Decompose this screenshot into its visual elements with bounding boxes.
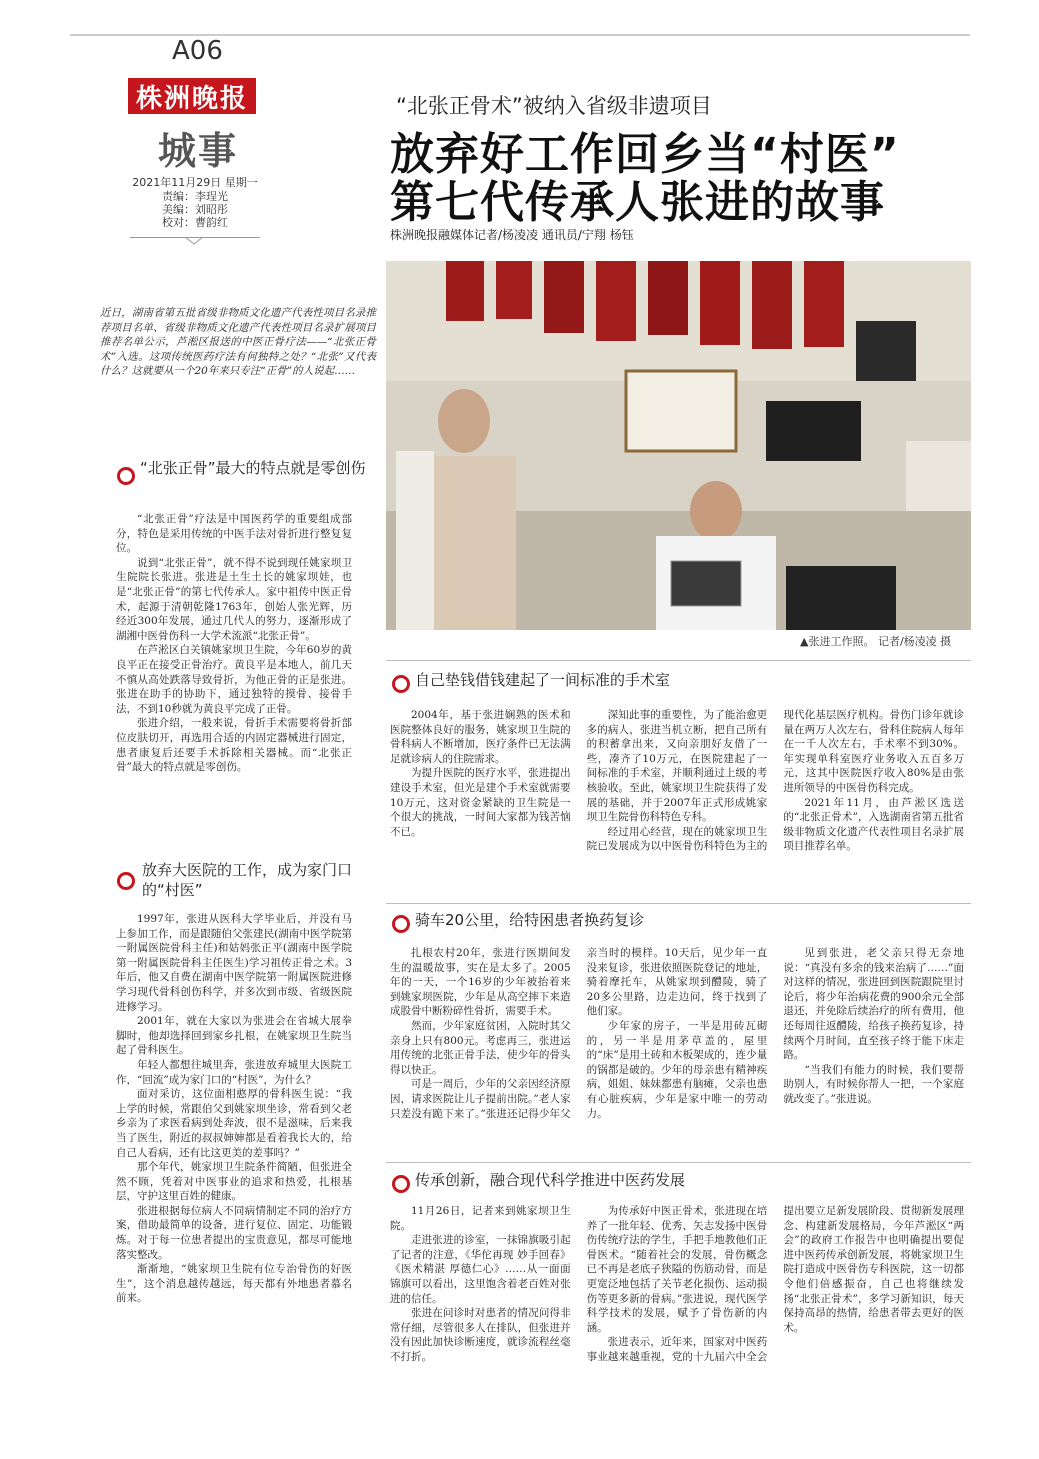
paragraph: 11月26日，记者来到姚家坝卫生院。 (390, 1205, 571, 1232)
section-rule (386, 660, 971, 661)
paragraph: 张进在问诊时对患者的情况问得非常仔细，尽管很多人在排队，但张进并没有因此加快诊断速度，就诊流程丝毫不打折。 (390, 1307, 571, 1363)
subhead-2: 放弃大医院的工作，成为家门口的“村医” (142, 861, 353, 899)
paragraph: 走进张进的诊室，一抹锦旗吸引起了记者的注意，《华佗再现 妙手回春》《医术精湛 厚德仁心》……从一面面锦旗可以看出，这里饱含着老百姓对张进的信任。 (390, 1234, 571, 1305)
subhead-1: “北张正骨”最大的特点就是零创伤 (140, 459, 366, 477)
issue-date: 2021年11月29日 星期一 (132, 176, 258, 189)
paragraph: 可是一周后，少年的父亲因经济原因，请求医院让儿子提前出院。”老人家只差没有跪下来了。”张进还记得少年父亲当时的模样。10天后，见少年一直没来复诊，张进依照医院登记的地址，骑着摩托车，从姚家坝到醴陵，骑了20多公里路，边走边问，终于找到了他们家。 (390, 947, 768, 1120)
paragraph: 张进介绍，一般来说，骨折手术需要将骨折部位皮肤切开，再选用合适的内固定器械进行固定，患者康复后还要手术拆除相关器械。而“北张正骨”最大的特点就是零创伤。 (116, 717, 352, 774)
newspaper-logo: 株洲晚报 (128, 78, 256, 114)
paragraph: 为传承好中医正骨术，张进现在培养了一批年轻、优秀、矢志发扬中医骨伤传统疗法的学生，手把手地教他们正骨医术。“随着社会的发展，骨伤概念已不再是老底子狭隘的伤筋动骨，而是更宽泛地包括了关节老化损伤、运动损伤等更多新的骨病。”张进说，现代医学科学技术的发展，赋予了骨伤新的内涵。 (586, 1205, 768, 1334)
chevron-down-icon (184, 236, 204, 246)
section-marker-icon (392, 675, 410, 693)
art-editor-credit: 美编：刘昭彤 (162, 203, 228, 216)
section-marker-icon (117, 467, 135, 485)
section-marker-icon (392, 915, 410, 933)
section-5-body (390, 1204, 964, 1404)
paragraph: “当我们有能力的时候，我们要帮助别人，有时候你帮人一把，一个家庭就改变了。”张进说。 (783, 1063, 964, 1105)
paragraph: 年轻人都想往城里奔，张进放弃城里大医院工作，“回流”成为家门口的“村医”，为什么？ (116, 1058, 352, 1086)
section-title: 城事 (158, 129, 239, 173)
article-photo (386, 261, 971, 630)
editor-credit: 责编：李珵光 (162, 190, 228, 203)
article-lead: 近日，湖南省第五批省级非物质文化遗产代表性项目名录推荐项目名单、省级非物质文化遗产代表性项目名录扩展项目推荐名单公示，芦淞区报送的中医正骨疗法——“北张正骨术”入选。这项传统医药疗法有何独特之处？“北张”又代表什么？这就要从一个20年来只专注“正骨”的人说起…… (100, 307, 376, 377)
section-rule (386, 903, 971, 904)
section-rule (386, 1162, 971, 1163)
section-4-body (390, 946, 964, 1156)
proofreader-credit: 校对：曹韵红 (162, 216, 228, 229)
section-2-body (116, 912, 352, 1306)
paragraph: 然而，少年家庭贫困，入院时其父亲身上只有800元。考虑再三，张进运用传统的北张正骨手法，使少年的骨头得以快正。 (390, 1019, 571, 1076)
section-1-body (116, 512, 352, 775)
paragraph: “北张正骨”疗法是中国医药学的重要组成部分，特色是采用传统的中医手法对骨折进行整复复位。 (116, 513, 352, 555)
section-marker-icon (117, 872, 135, 890)
paragraph: 2004年，基于张进娴熟的医术和医院整体良好的服务，姚家坝卫生院的骨科病人不断增加，医疗条件已无法满足就诊病人的住院需求。 (390, 709, 571, 765)
paragraph: 见到张进，老父亲只得无奈地说：“真没有多余的钱来治病了……”面对这样的情况，张进回到医院跟院里讨论后，将少年治病花费的900余元全部退还，并免除后续治疗的所有费用，他还每周往返醴陵，给孩子换药复诊，持续两个月时间，直至孩子终于能下床走路。 (783, 947, 964, 1062)
paragraph: 深知此事的重要性，为了能治愈更多的病人，张进当机立断，把自己所有的积蓄拿出来，又向亲朋好友借了一些，凑齐了10万元，在医院建起了一间标准的手术室，并顺利通过上级的考核验收。至此，姚家坝卫生院获得了发展的基础，并于2007年正式形成姚家坝卫生院骨伤科特色专科。 (586, 709, 768, 824)
paragraph: 在芦淞区白关镇姚家坝卫生院，今年60岁的黄良平正在接受正骨治疗。黄良平是本地人，前几天不慎从高处跌落导致骨折，为他正骨的正是张进。张进在助手的协助下，通过独特的摸骨、接骨手法，不到10秒就为黄良平完成了正骨。 (116, 644, 352, 715)
paragraph: 扎根农村20年，张进行医期间发生的温暖故事，实在是太多了。2005年的一天，一个16岁的少年被抬着来到姚家坝医院，少年是从高空摔下来造成股骨中断粉碎性骨折，需要手术。 (390, 947, 571, 1018)
paragraph: 2021年11月，由芦淞区选送的“北张正骨术”，入选湖南省第五批省级非物质文化遗产代表性项目名录扩展项目推荐名单。 (783, 796, 964, 853)
paragraph: 那个年代，姚家坝卫生院条件简陋，但张进全然不顾，凭着对中医事业的追求和热爱，扎根基层，守护这里百姓的健康。 (116, 1161, 352, 1203)
article-kicker: “北张正骨术”被纳入省级非遗项目 (396, 94, 712, 118)
section-3-body (390, 708, 964, 898)
headline-line-1: 放弃好工作回乡当“村医” (390, 129, 900, 180)
headline-line-2: 第七代传承人张进的故事 (390, 177, 885, 228)
page-number: A06 (172, 36, 223, 66)
subhead-5: 传承创新，融合现代科学推进中医药发展 (415, 1171, 686, 1189)
paragraph: 经过用心经营，现在的姚家坝卫生院已发展成为以中医骨伤科特色为主的现代化基层医疗机构。骨伤门诊年就诊量在两万人次左右，骨科住院病人每年在一千人次左右，手术率不到30%。年实现单科室医疗业务收入五百多万元，这其中医院医疗收入80%是由张进所领导的中医骨伤科完成。 (586, 709, 964, 853)
photo-caption: ▲张进工作照。 记者/杨凌凌 摄 (800, 635, 952, 648)
paragraph: 张进表示，近年来，国家对中医药事业越来越重视，党的十九届六中全会提出要立足新发展阶段、贯彻新发展理念、构建新发展格局，今年芦淞区“两会”的政府工作报告中也明确提出要促进中医药传承创新发展，将姚家坝卫生院打造成中医骨伤专科医院，这一切都令他们倍感振奋，自己也将继续发扬“北张正骨术”，多学习新知识，每天保持高昂的热情，给患者带去更好的医术。 (586, 1205, 964, 1363)
subhead-3: 自己垫钱借钱建起了一间标准的手术室 (415, 671, 671, 689)
paragraph: 说到“北张正骨”，就不得不说到现任姚家坝卫生院院长张进。张进是土生土长的姚家坝娃，也是“北张正骨”的第七代传承人。家中祖传中医正骨术，起源于清朝乾隆1763年，创始人张光辉，历经近300年发展，通过几代人的努力，逐渐形成了湖湘中医骨伤科一大学术流派“北张正骨”。 (116, 556, 352, 642)
paragraph: 少年家的房子，一半是用砖瓦砌的，另一半是用茅草盖的，屋里的“床”是用土砖和木板架成的，连少量的锅都是破的。少年的母亲患有精神疾病，姐姐、妹妹都患有脑瘫，父亲也患有心脏疾病，少年是家中唯一的劳动力。 (586, 1019, 768, 1120)
section-marker-icon (392, 1175, 410, 1193)
paragraph: 2001年，就在大家以为张进会在省城大展拳脚时，他却选择回到家乡扎根，在姚家坝卫生院当起了骨科医生。 (116, 1015, 352, 1057)
paragraph: 张进根据每位病人不同病情制定不同的治疗方案，借助最简单的设备，进行复位、固定、功能锻炼。对于每一位患者提出的宝贵意见，都尽可能地落实整改。 (116, 1204, 352, 1261)
byline: 株洲晚报融媒体记者/杨凌凌 通讯员/宁翔 杨钰 (390, 228, 634, 242)
paragraph: 为提升医院的医疗水平，张进提出建设手术室，但光是建个手术室就需要10万元，这对资金紧缺的卫生院是一个很大的挑战，一时间大家都为钱苦恼不已。 (390, 767, 571, 838)
paragraph: 面对采访，这位面相憨厚的骨科医生说：“我上学的时候，常跟伯父到姚家坝坐诊，常看到父老乡亲为了求医看病到处奔波，很不是滋味，后来我当了医生，附近的叔叔婶婶都是看着我长大的，给自己人看病，还有比这更美的差事吗？” (116, 1088, 352, 1159)
paragraph: 1997年，张进从医科大学毕业后，并没有马上参加工作，而是跟随伯父张建民(湖南中医学院第一附属医院骨科主任)和姑妈张正平(湖南中医学院第一附属医院骨科主任医生)学习祖传正骨之术。3年后，他又自费在湖南中医学院第一附属医院进修学习现代骨科创伤科学，并多次到市级、省级医院进修学习。 (116, 913, 352, 1013)
paragraph: 渐渐地，“姚家坝卫生院有位专治骨伤的好医生”，这个消息越传越远，每天都有外地患者慕名前来。 (116, 1263, 352, 1305)
subhead-4: 骑车20公里，给特困患者换药复诊 (415, 911, 645, 929)
